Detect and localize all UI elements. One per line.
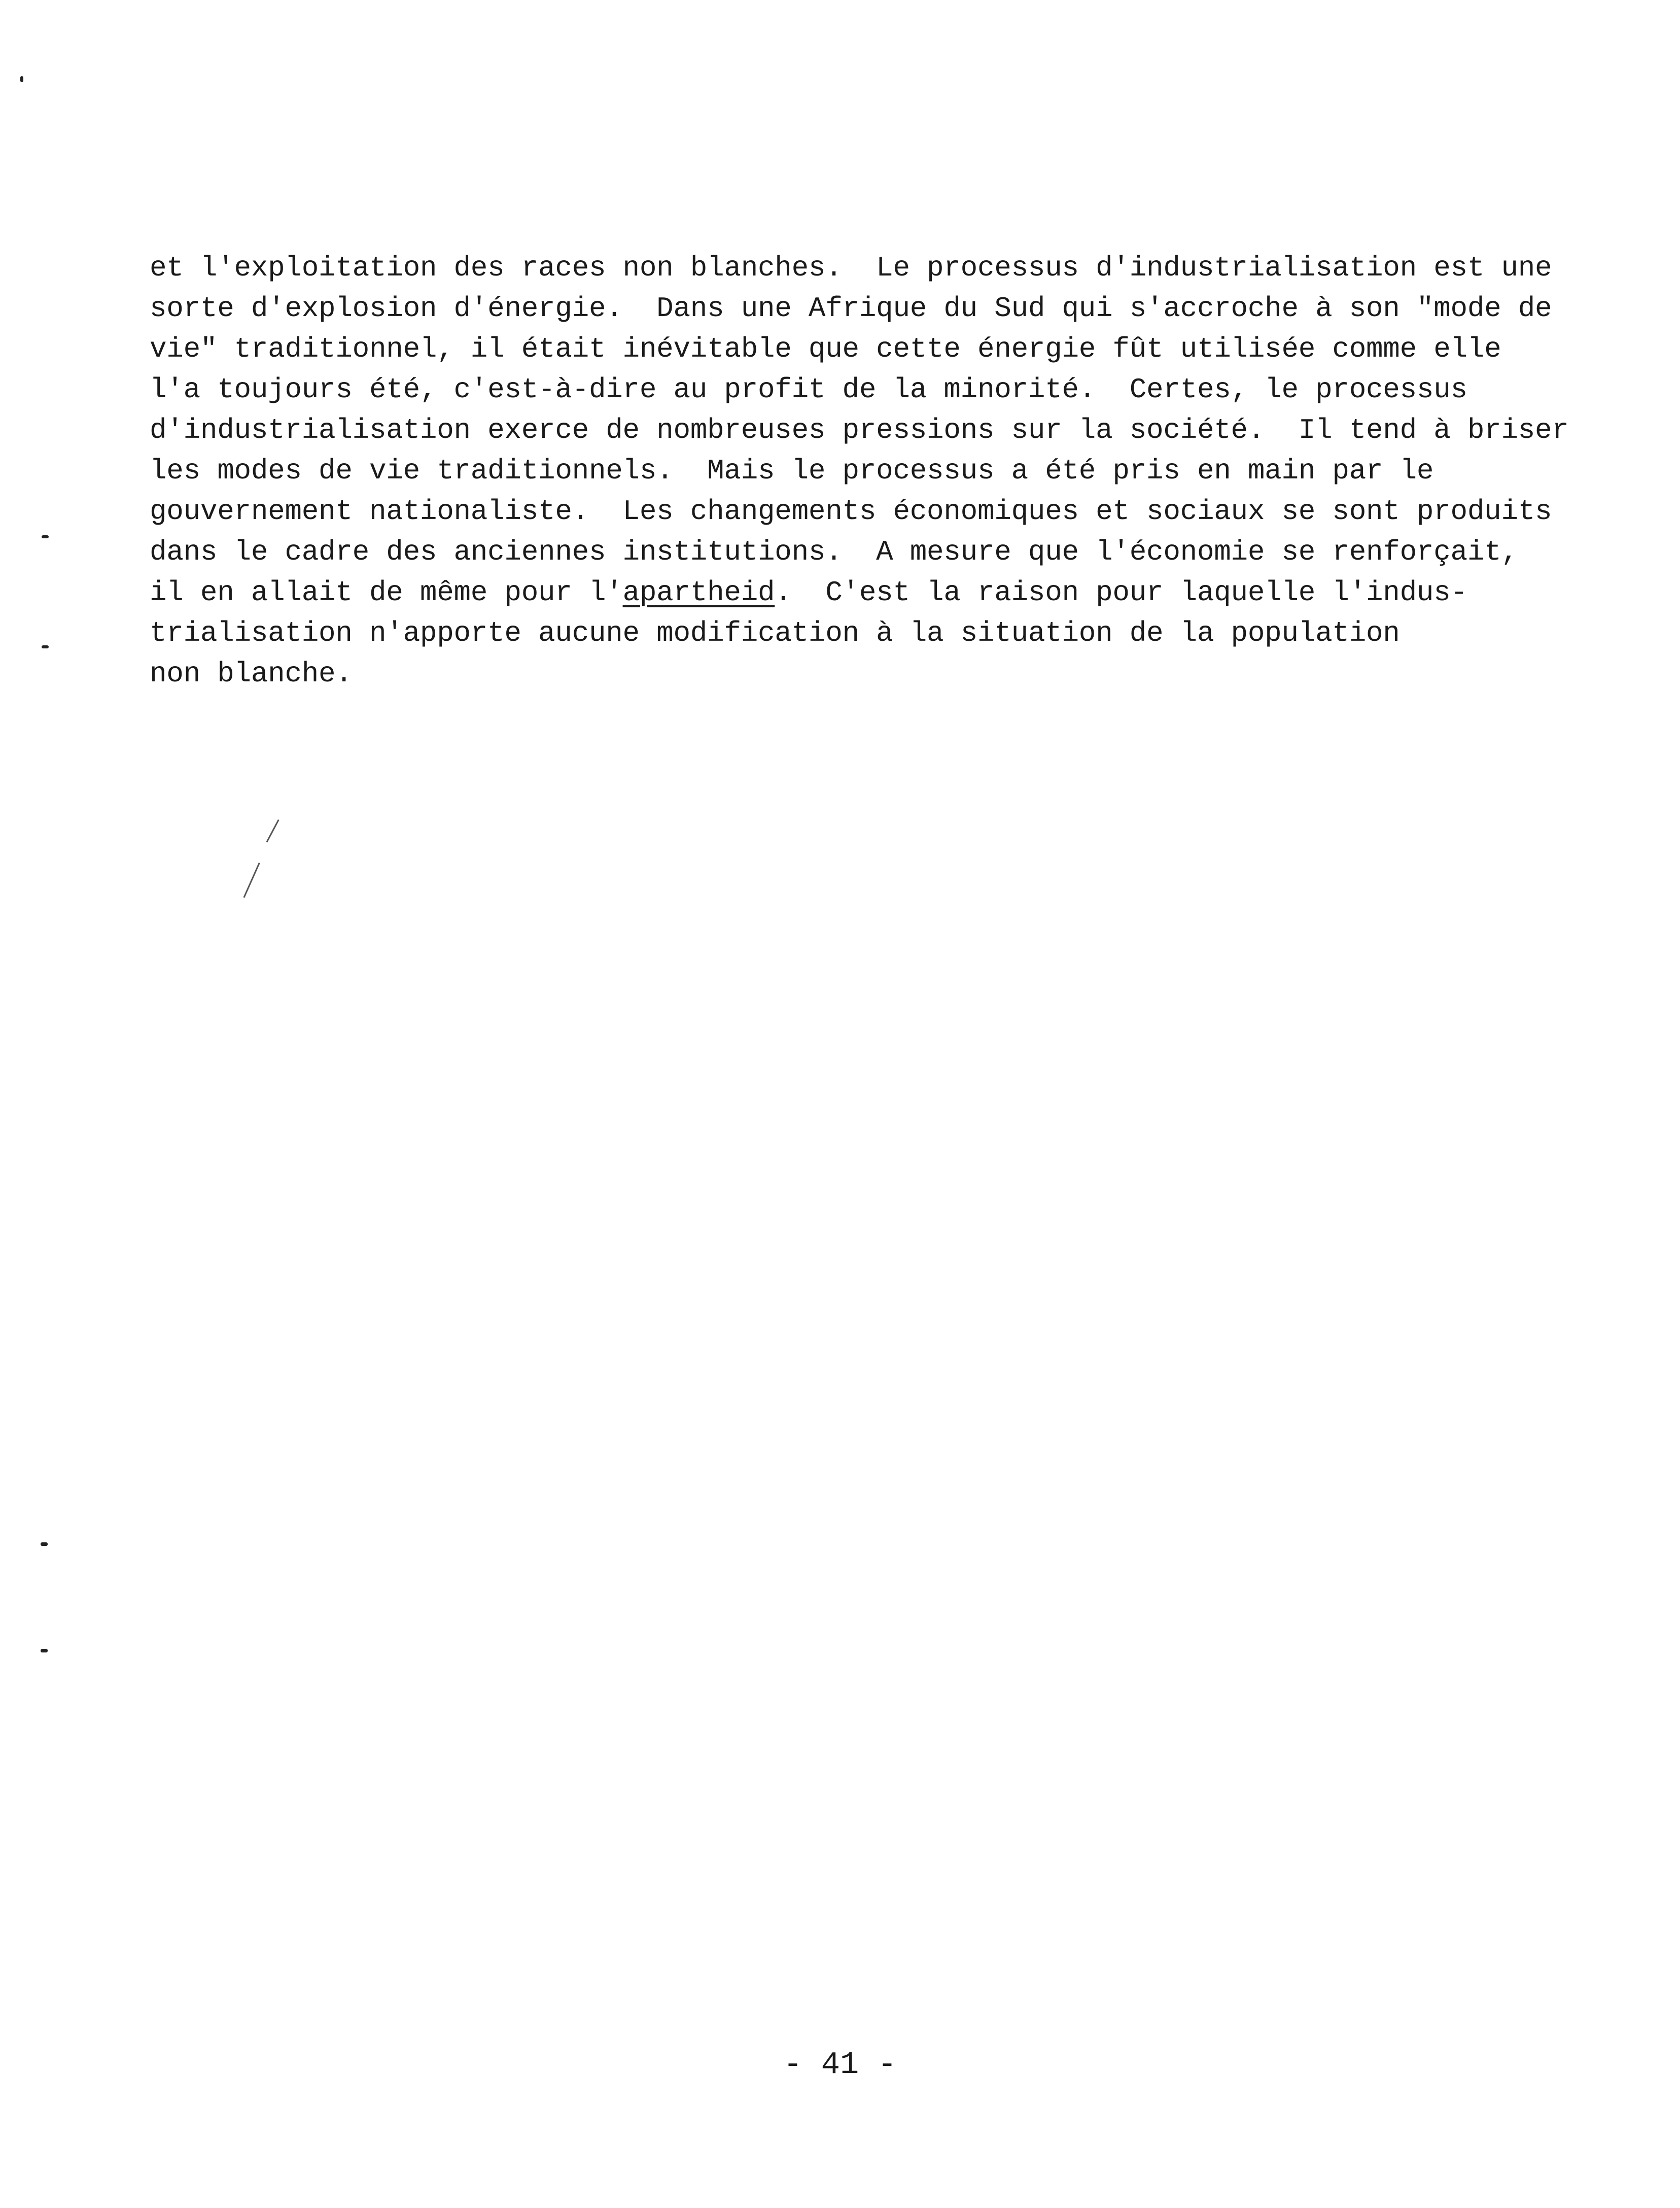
text-line-with-underline (150, 572, 1570, 613)
margin-mark (20, 76, 23, 82)
text-line: non blanche. (150, 658, 353, 690)
pencil-stroke (243, 862, 260, 898)
text-segment: . C'est la raison pour laquelle l'indus- (775, 576, 1467, 609)
page-number: - 41 - (783, 2047, 897, 2083)
text-line: les modes de vie traditionnels. Mais le processus a été pris en main par le (150, 455, 1434, 487)
text-line: gouvernement nationaliste. Les changements économiques et sociaux se sont produits (150, 495, 1552, 528)
margin-mark (41, 1649, 48, 1652)
text-line: vie" traditionnel, il était inévitable que cette énergie fût utilisée comme elle (150, 333, 1501, 365)
text-line: sorte d'explosion d'énergie. Dans une Afrique du Sud qui s'accroche à son "mode de (150, 292, 1552, 325)
margin-mark (42, 645, 49, 648)
margin-mark (41, 1542, 48, 1546)
underlined-word: apartheid (622, 576, 775, 609)
body-paragraph (150, 248, 1570, 694)
pencil-stroke (266, 819, 279, 843)
text-line: trialisation n'apporte aucune modification à la situation de la population (150, 617, 1400, 649)
text-line: dans le cadre des anciennes institutions. A mesure que l'économie se renforçait, (150, 536, 1518, 568)
text-line: l'a toujours été, c'est-à-dire au profit de la minorité. Certes, le processus (150, 373, 1467, 406)
text-line: et l'exploitation des races non blanches. Le processus d'industrialisation est une (150, 252, 1552, 284)
text-segment: il en allait de même pour l' (150, 576, 623, 609)
margin-mark (42, 535, 49, 538)
text-line: d'industrialisation exerce de nombreuses pressions sur la société. Il tend à briser (150, 414, 1569, 446)
